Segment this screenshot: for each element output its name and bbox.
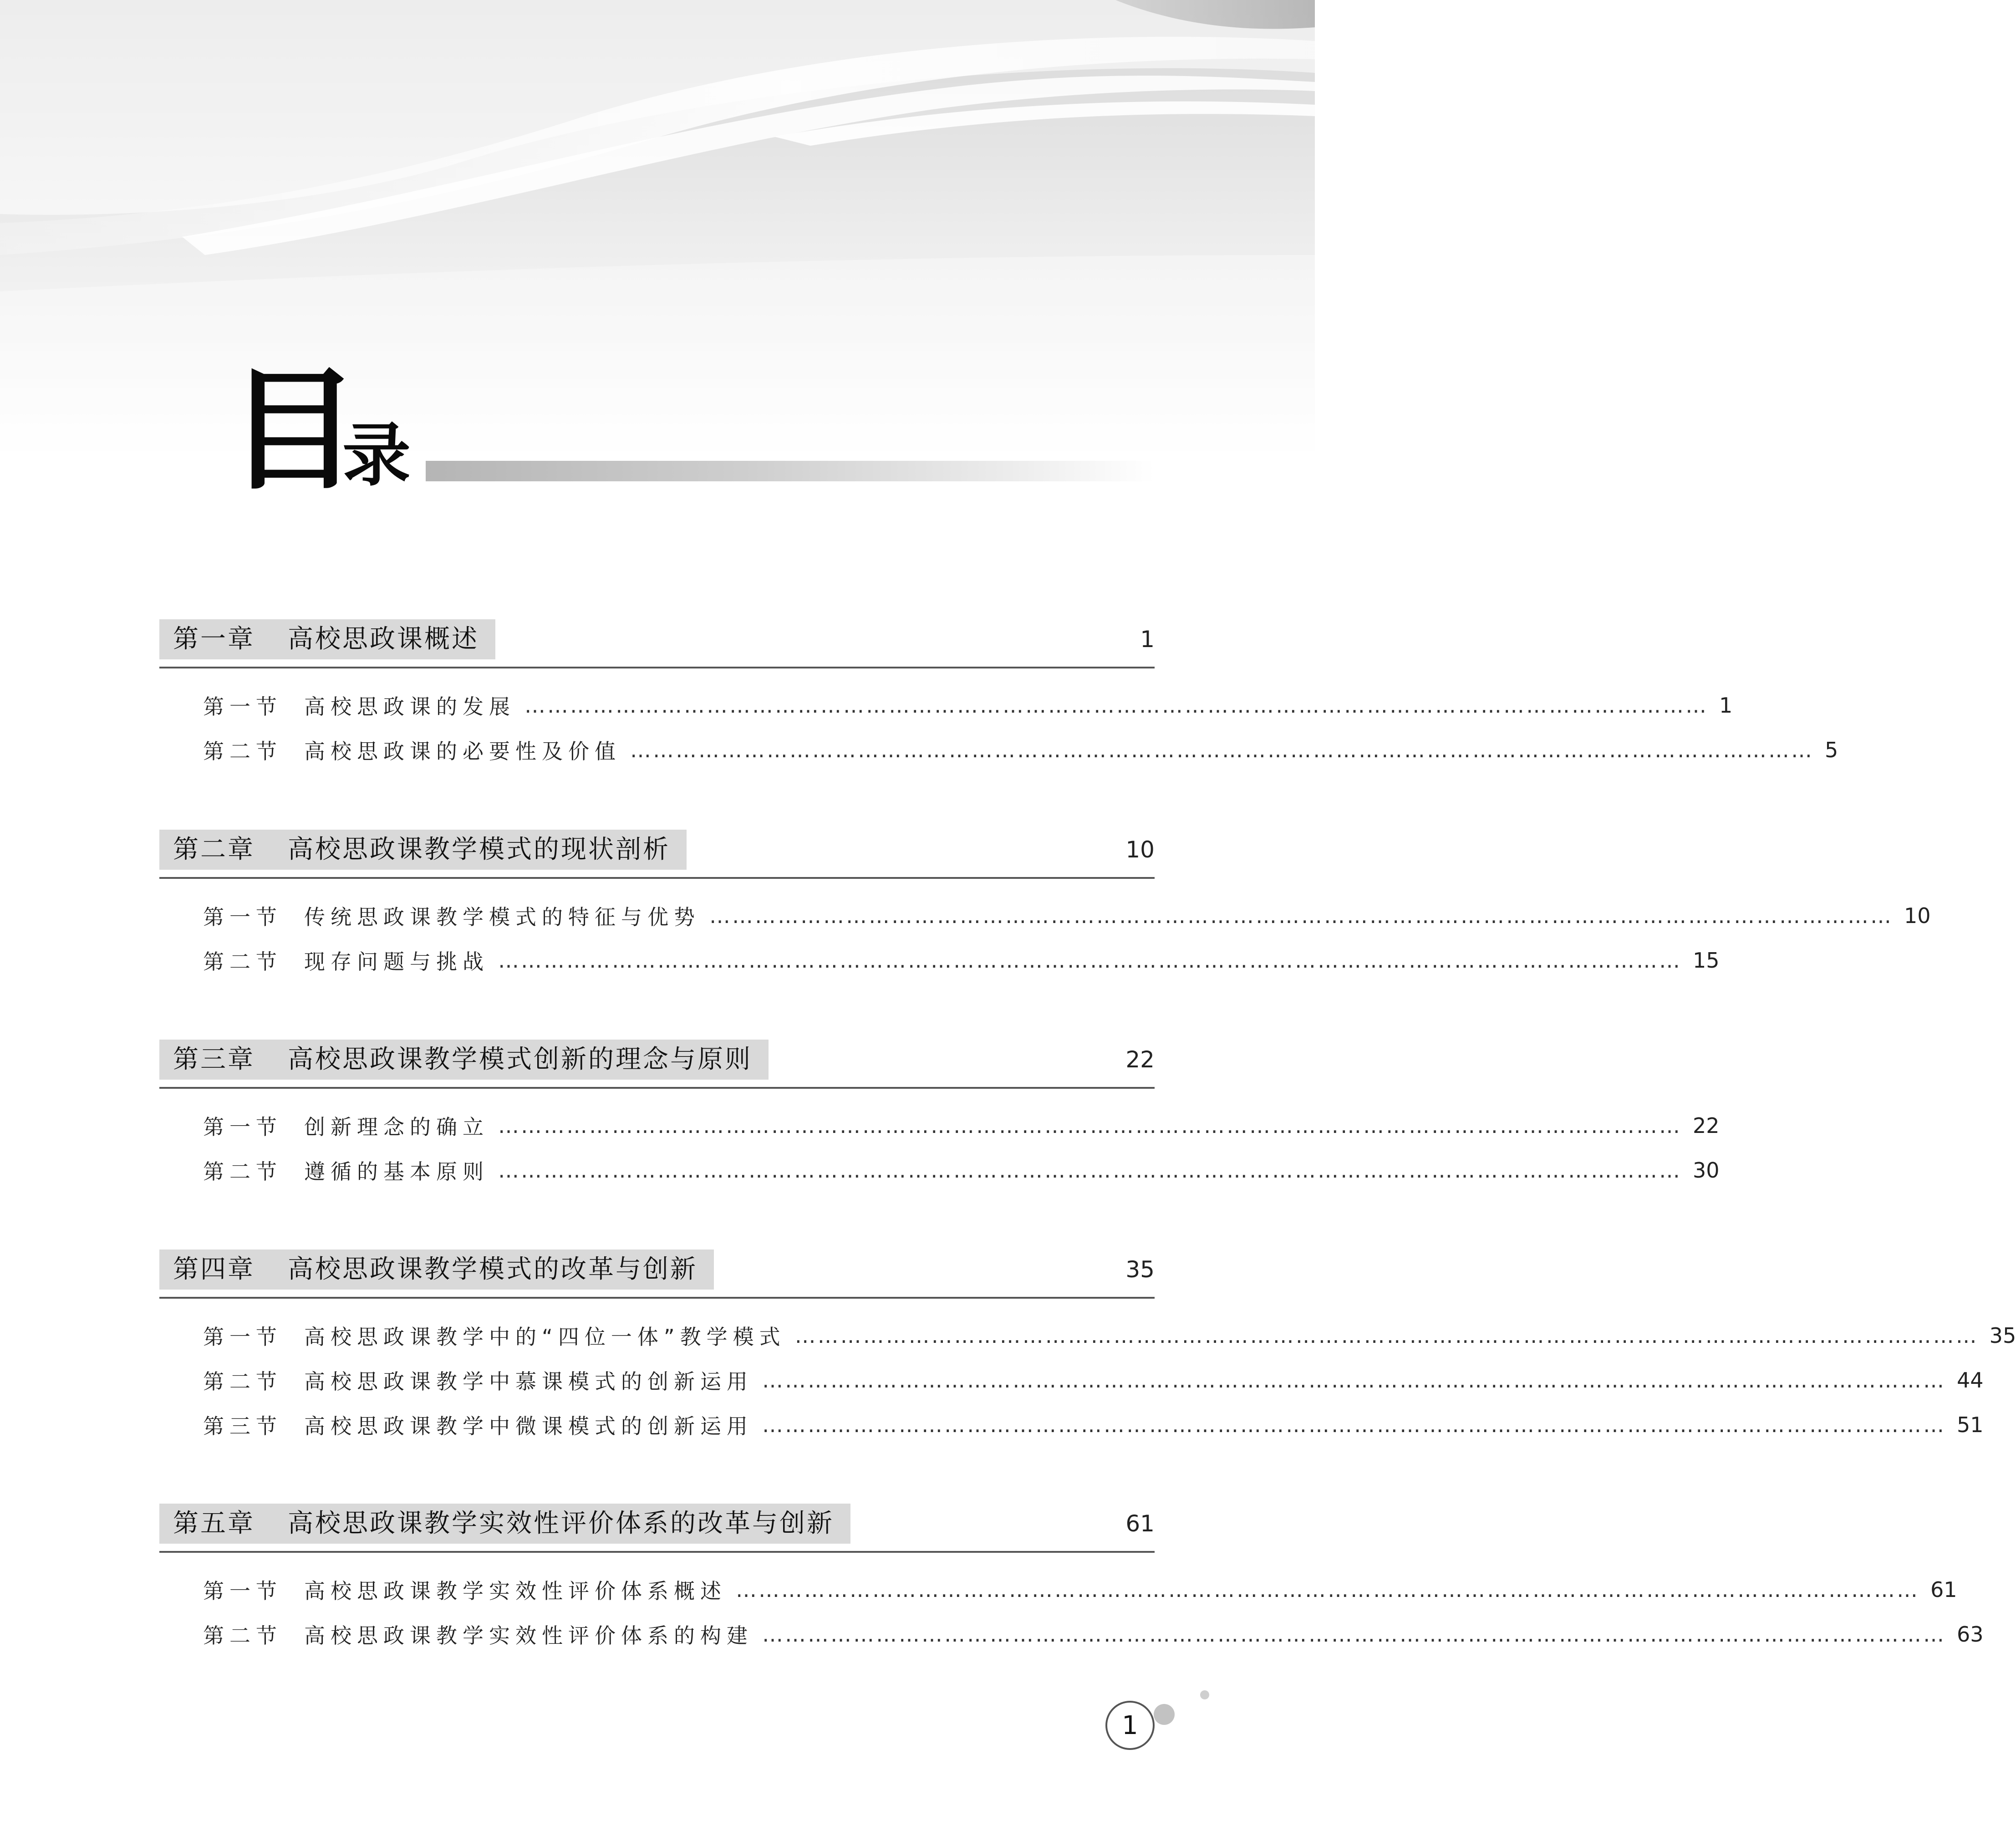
toc-title-main: 目 [228, 353, 360, 508]
title-underline-bar [426, 461, 1154, 481]
chapter-title: 高校思政课教学实效性评价体系的改革与创新 [288, 1509, 834, 1538]
section-page-number: 35 [1989, 1323, 2016, 1348]
section-entry[interactable] [159, 893, 1931, 938]
section-number: 第二节 [203, 949, 282, 974]
section-page-number: 15 [1693, 948, 1720, 973]
section-page-number: 61 [1930, 1577, 1957, 1602]
chapter-title: 高校思政课概述 [288, 624, 479, 654]
section-list [159, 1313, 2016, 1447]
section-title: 高校思政课的发展 [304, 694, 515, 719]
chapter-label [159, 1504, 850, 1544]
section-entry[interactable] [159, 1403, 1984, 1447]
section-list [159, 1567, 1984, 1657]
chapter-number: 第三章 [173, 1045, 255, 1074]
chapter-4 [159, 1250, 2016, 1438]
section-number: 第一节 [203, 905, 282, 929]
chapter-label [159, 1250, 714, 1290]
section-page-number: 63 [1957, 1622, 1984, 1647]
section-title: 传统思政课教学模式的特征与优势 [304, 905, 700, 929]
section-title: 高校思政课教学实效性评价体系的构建 [304, 1623, 753, 1648]
chapter-divider [159, 1087, 1155, 1089]
section-entry[interactable] [159, 1103, 1720, 1148]
dot-leader: ………………………………………………………………………………………………………………………………………… [498, 948, 1682, 973]
chapter-2 [159, 830, 1931, 974]
section-page-number: 5 [1825, 738, 1838, 762]
chapter-heading[interactable] [159, 830, 1155, 870]
chapter-5 [159, 1504, 1984, 1648]
section-number: 第二节 [203, 1623, 282, 1648]
section-title: 高校思政课的必要性及价值 [304, 739, 621, 764]
section-entry[interactable] [159, 1358, 1984, 1403]
chapter-page-number: 10 [1125, 836, 1155, 863]
section-number: 第二节 [203, 1369, 282, 1394]
dot-leader: ………………………………………………………………………………………………………………………………………… [498, 1113, 1682, 1138]
chapter-title: 高校思政课教学模式的改革与创新 [288, 1255, 697, 1284]
chapter-page-number: 22 [1125, 1046, 1155, 1073]
section-title: 高校思政课教学实效性评价体系概述 [304, 1579, 727, 1603]
chapter-divider [159, 667, 1155, 668]
dot-leader: ………………………………………………………………………………………………………………………………………… [498, 1158, 1682, 1183]
section-page-number: 1 [1719, 693, 1733, 718]
chapter-heading[interactable] [159, 619, 1155, 659]
chapter-divider [159, 877, 1155, 879]
dot-leader: ………………………………………………………………………………………………………………………………………… [762, 1368, 1946, 1392]
chapter-number: 第五章 [173, 1509, 255, 1538]
chapter-title: 高校思政课教学模式的现状剖析 [288, 835, 670, 864]
header-swoosh-graphic [0, 0, 1315, 455]
section-list [159, 683, 1838, 772]
section-list [159, 893, 1931, 983]
chapter-3 [159, 1040, 1720, 1184]
chapter-heading[interactable] [159, 1040, 1155, 1080]
dot-leader: ………………………………………………………………………………………………………………………………………… [524, 693, 1708, 718]
section-page-number: 22 [1693, 1113, 1720, 1138]
decorative-dot-small [1200, 1690, 1209, 1699]
dot-leader: ………………………………………………………………………………………………………………………………………… [794, 1323, 1979, 1348]
dot-leader: ………………………………………………………………………………………………………………………………………… [762, 1413, 1946, 1437]
section-entry[interactable] [159, 683, 1733, 728]
section-number: 第一节 [203, 1325, 282, 1349]
chapter-divider [159, 1551, 1155, 1553]
section-title: 高校思政课教学中的“四位一体”教学模式 [304, 1325, 786, 1349]
chapter-number: 第一章 [173, 624, 255, 654]
toc-title-sub: 录 [342, 415, 411, 495]
section-entry[interactable] [159, 938, 1720, 983]
chapter-label [159, 830, 687, 870]
chapter-page-number: 35 [1125, 1256, 1155, 1283]
section-page-number: 10 [1904, 903, 1931, 928]
section-entry[interactable] [159, 1567, 1957, 1612]
section-title: 创新理念的确立 [304, 1115, 489, 1139]
section-title: 现存问题与挑战 [304, 949, 489, 974]
dot-leader: ………………………………………………………………………………………………………………………………………… [709, 903, 1893, 928]
chapter-number: 第二章 [173, 835, 255, 864]
dot-leader: ………………………………………………………………………………………………………………………………………… [762, 1622, 1946, 1647]
section-number: 第二节 [203, 739, 282, 764]
section-title: 遵循的基本原则 [304, 1159, 489, 1184]
chapter-heading[interactable] [159, 1504, 1155, 1544]
section-number: 第一节 [203, 694, 282, 719]
chapter-heading[interactable] [159, 1250, 1155, 1290]
section-entry[interactable] [159, 1313, 2016, 1358]
chapter-page-number: 1 [1140, 626, 1155, 653]
section-entry[interactable] [159, 1612, 1984, 1657]
dot-leader: ………………………………………………………………………………………………………………………………………… [630, 738, 1814, 762]
section-list [159, 1103, 1720, 1193]
chapter-label [159, 1040, 769, 1080]
section-entry[interactable] [159, 728, 1838, 772]
chapter-divider [159, 1297, 1155, 1299]
section-entry[interactable] [159, 1148, 1720, 1193]
section-page-number: 44 [1957, 1368, 1984, 1392]
section-number: 第一节 [203, 1579, 282, 1603]
section-page-number: 30 [1693, 1158, 1720, 1183]
chapter-number: 第四章 [173, 1255, 255, 1284]
section-title: 高校思政课教学中微课模式的创新运用 [304, 1414, 753, 1438]
chapter-title: 高校思政课教学模式创新的理念与原则 [288, 1045, 752, 1074]
section-number: 第一节 [203, 1115, 282, 1139]
chapter-1 [159, 619, 1838, 764]
chapter-page-number: 61 [1125, 1510, 1155, 1537]
decorative-dot [1154, 1704, 1175, 1725]
dot-leader: ………………………………………………………………………………………………………………………………………… [736, 1577, 1919, 1602]
section-number: 第三节 [203, 1414, 282, 1438]
page-number-badge: 1 [1105, 1701, 1155, 1750]
section-number: 第二节 [203, 1159, 282, 1184]
section-title: 高校思政课教学中慕课模式的创新运用 [304, 1369, 753, 1394]
section-page-number: 51 [1957, 1413, 1984, 1437]
chapter-label [159, 619, 495, 659]
